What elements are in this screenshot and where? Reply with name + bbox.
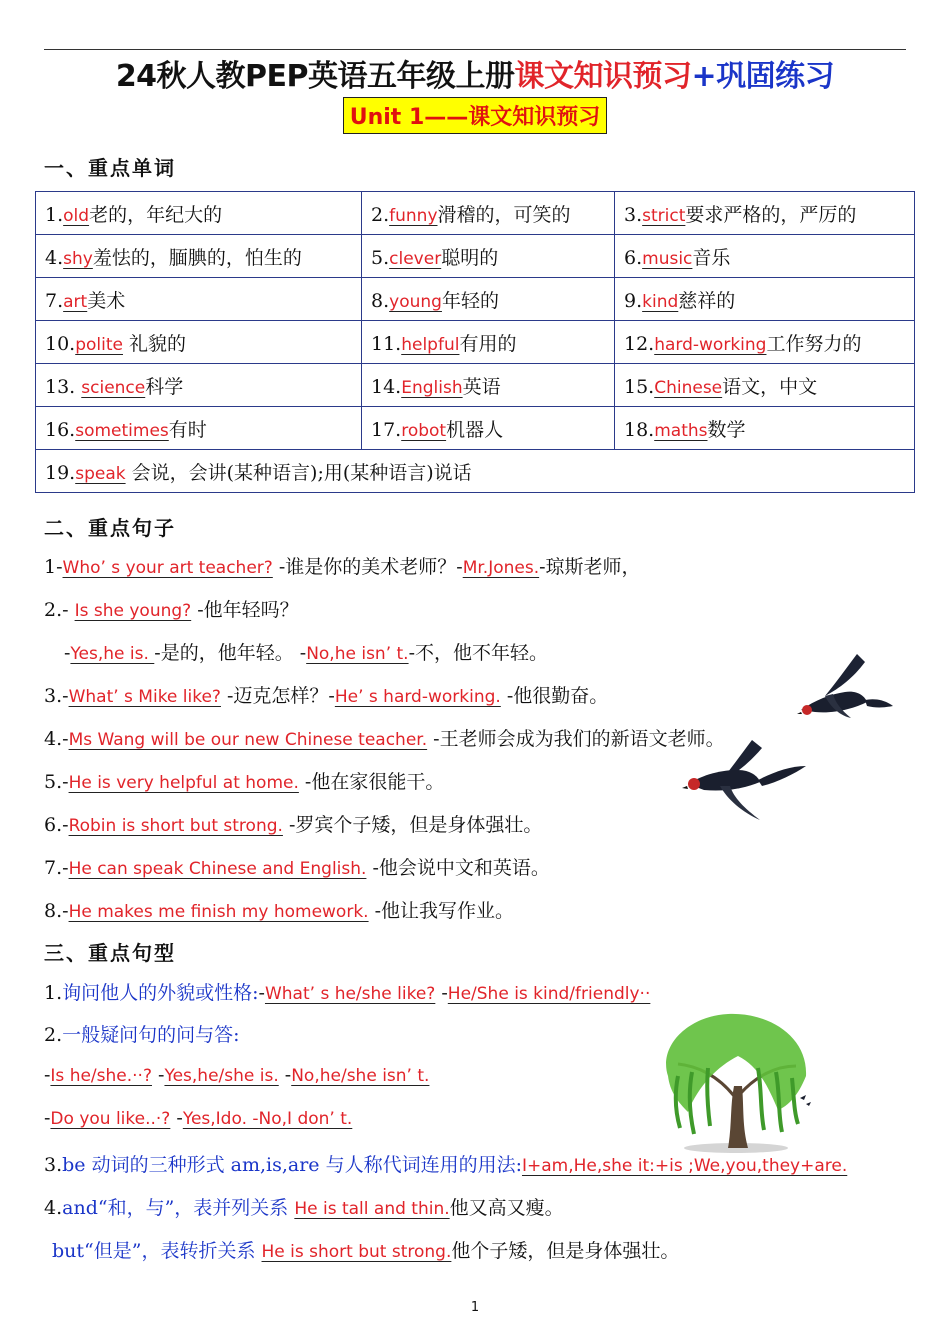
sentence-line: 3.-What’ s Mike like? -迈克怎样？-He’ s hard-working. -他很勤奋。: [44, 685, 609, 707]
vocab-cell: 16.sometimes有时: [36, 407, 362, 450]
top-rule: [44, 49, 906, 50]
vocab-cell: 3.strict要求严格的，严厉的: [615, 192, 915, 235]
pattern-line: -Is he/she.··? -Yes,he/she is. -No,he/she isn’ t.: [44, 1064, 430, 1086]
pattern-line: 4.and“和，与”，表并列关系 He is tall and thin.他又高又瘦。: [44, 1197, 564, 1219]
section-heading-words: 一、重点单词: [44, 156, 176, 180]
vocab-cell: 7.art美术: [36, 278, 362, 321]
pattern-line: 3.be 动词的三种形式 am,is,are 与人称代词连用的用法:I+am,He,she it:+is ;We,you,they+are.: [44, 1154, 848, 1176]
table-row: [36, 364, 915, 407]
vocab-cell: 14.English英语: [362, 364, 615, 407]
vocab-cell: 5.clever聪明的: [362, 235, 615, 278]
table-row: [36, 192, 915, 235]
sentence-line: 6.-Robin is short but strong. -罗宾个子矮，但是身体强壮。: [44, 814, 543, 836]
title-part-1: 24秋人教PEP英语五年级上册: [115, 59, 515, 94]
vocab-cell: 1.old老的，年纪大的: [36, 192, 362, 235]
sentence-line: 1-Who’ s your art teacher? -谁是你的美术老师？-Mr.Jones.-琼斯老师，: [44, 556, 641, 578]
table-row: [36, 278, 915, 321]
vocab-cell: 19.speak 会说，会讲(某种语言);用(某种语言)说话: [36, 450, 915, 493]
pattern-line: 2.一般疑问句的问与答:: [44, 1024, 240, 1046]
swallow-illustration: [682, 736, 808, 826]
pattern-line: -Do you like..·? -Yes,Ido. -No,I don’ t.: [44, 1107, 353, 1129]
sentence-line: 4.-Ms Wang will be our new Chinese teacher. -王老师会成为我们的新语文老师。: [44, 728, 725, 750]
willow-tree-illustration: [648, 1006, 818, 1156]
vocab-cell: 13. science科学: [36, 364, 362, 407]
table-row: [36, 450, 915, 493]
pattern-line: but“但是”，表转折关系 He is short but strong.他个子矮，但是身体强壮。: [52, 1240, 680, 1262]
table-row: [36, 235, 915, 278]
sentence-line: 7.-He can speak Chinese and English. -他会说中文和英语。: [44, 857, 550, 879]
pattern-line: 1.询问他人的外貌或性格:-What’ s he/she like? -He/She is kind/friendly··: [44, 982, 651, 1004]
title-part-3: +巩固练习: [691, 59, 835, 94]
vocab-cell: 8.young年轻的: [362, 278, 615, 321]
section-heading-patterns: 三、重点句型: [44, 941, 176, 965]
vocab-cell: 18.maths数学: [615, 407, 915, 450]
vocab-cell: 9.kind慈祥的: [615, 278, 915, 321]
vocab-table: [35, 191, 915, 493]
vocab-cell: 6.music音乐: [615, 235, 915, 278]
title-part-2: 课文知识预习: [514, 59, 692, 94]
sentence-line: 2.- Is she young? -他年轻吗？: [44, 599, 299, 621]
vocab-cell: 2.funny滑稽的，可笑的: [362, 192, 615, 235]
sentence-line: 5.-He is very helpful at home. -他在家很能干。: [44, 771, 445, 793]
sentence-line: -Yes,he is. -是的，他年轻。 -No,he isn’ t.-不，他不年轻。: [64, 642, 548, 664]
section-heading-sentences: 二、重点句子: [44, 516, 176, 540]
swallow-illustration: [795, 652, 895, 732]
unit-label: Unit 1——课文知识预习: [343, 97, 608, 134]
vocab-cell: 15.Chinese语文，中文: [615, 364, 915, 407]
page-number: 1: [470, 1300, 480, 1315]
vocab-cell: 10.polite 礼貌的: [36, 321, 362, 364]
vocab-cell: 12.hard-working工作努力的: [615, 321, 915, 364]
page-title: [0, 51, 950, 95]
sentence-line: 8.-He makes me finish my homework. -他让我写作业。: [44, 900, 515, 922]
vocab-cell: 11.helpful有用的: [362, 321, 615, 364]
table-row: [36, 407, 915, 450]
vocab-cell: 17.robot机器人: [362, 407, 615, 450]
vocab-cell: 4.shy羞怯的，腼腆的，怕生的: [36, 235, 362, 278]
table-row: [36, 321, 915, 364]
